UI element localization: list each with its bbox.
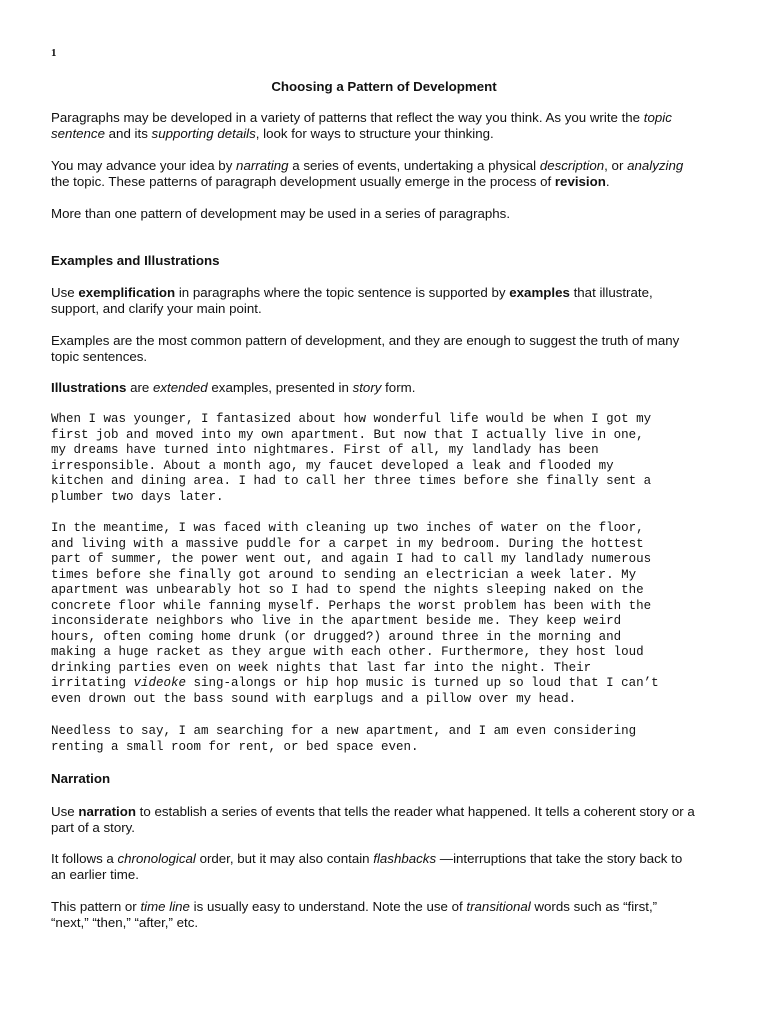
section-heading-examples: Examples and Illustrations [51, 253, 220, 268]
intro-paragraph-1: Paragraphs may be developed in a variety of patterns that reflect the way you think. As you write the topic sentence and its supporting details, look for ways to structure your thinking. [51, 110, 672, 141]
page-title: Choosing a Pattern of Development [271, 79, 497, 94]
intro-paragraph-3: More than one pattern of development may be used in a series of paragraphs. [51, 206, 511, 221]
examples-paragraph-3: Illustrations are extended examples, presented in story form. [51, 380, 416, 395]
intro-paragraph-2: You may advance your idea by narrating a series of events, undertaking a physical description, or analyzing the topic. These patterns of paragraph development usually emerge in the process of revision. [51, 158, 684, 189]
page-number: 1 [51, 47, 57, 59]
section-heading-narration: Narration [51, 771, 111, 786]
narration-paragraph-1: Use narration to establish a series of events that tells the reader what happened. It tells a coherent story or a part of a story. [51, 804, 695, 835]
narration-paragraph-3: This pattern or time line is usually easy to understand. Note the use of transitional words such as “first,” “next,” “then,” “after,” etc. [51, 899, 658, 930]
story-paragraph-3: Needless to say, I am searching for a new apartment, and I am even considering renting a small room for rent, or bed space even. [51, 724, 637, 754]
examples-paragraph-2: Examples are the most common pattern of development, and they are enough to suggest the truth of many topic sentences. [51, 333, 680, 364]
examples-paragraph-1: Use exemplification in paragraphs where the topic sentence is supported by examples that illustrate, support, and clarify your main point. [51, 285, 653, 316]
story-paragraph-1: When I was younger, I fantasized about how wonderful life would be when I got my first job and moved into my own apartment. But now that I actually live in one, my dreams have turned into nightmares. First of all, my landlady has been irresponsible. About a month ago, my faucet developed a leak and flooded my kitchen and dining area. I had to call her three times before she finally sent a plumber two days later. [51, 412, 652, 504]
narration-paragraph-2: It follows a chronological order, but it may also contain flashbacks —interruptions that take the story back to an earlier time. [51, 851, 683, 882]
story-paragraph-2: In the meantime, I was faced with cleaning up two inches of water on the floor, and living with a massive puddle for a carpet in my bedroom. During the hottest part of summer, the power went out, and again I had to call my landlady numerous times before she finally got around to sending an electrician a week later. My apartment was unbearably hot so I had to spend the nights sleeping naked on the concrete floor while fanning myself. Perhaps the worst problem has been with the inconsiderate neighbors who live in the apartment beside me. They keep weird hours, often coming home drunk (or drugged?) around three in the morning and making a huge racket as they argue with each other. Furthermore, they host loud drinking parties even on week nights that last far into the night. Their irritating videoke sing-alongs or hip hop music is turned up so loud that I can’t even drown out the bass sound with earplugs and a pillow over my head. [51, 521, 659, 706]
